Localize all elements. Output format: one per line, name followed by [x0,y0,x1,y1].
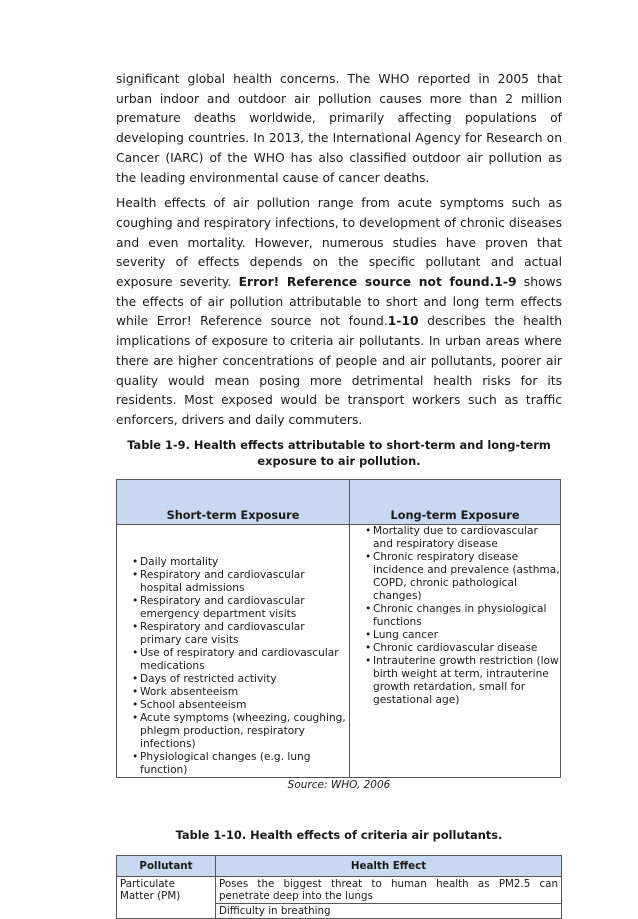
table-10 [116,855,562,919]
table-reference-1-10: 1-10 [387,314,419,329]
error-reference-1: Error! Reference source not found.1-9 [238,275,517,290]
list-item [352,525,560,551]
table-9-caption-line-1: Table 1-9. Health effects attributable to short-term and long-term [127,437,551,452]
list-item [352,629,560,642]
bullet-icon: • [365,550,372,563]
list-item [119,699,349,712]
table-10-effect-1: Poses the biggest threat to human health as PM2.5 can penetrate deep into the lungs [216,876,562,903]
bullet-icon: • [365,524,372,537]
bullet-icon: • [132,568,139,581]
paragraph-1: significant global health concerns. The WHO reported in 2005 that urban indoor and outdoor air pollution causes more than 2 million premature deaths worldwide, primarily affecting populations of developing countries. In 2013, the International Agency for Research on Cancer (IARC) of the WHO has also classified outdoor air pollution as the leading environmental cause of cancer deaths. [116,72,562,185]
table-10-header-pollutant: Pollutant [117,855,216,876]
list-item [119,751,349,777]
bullet-icon: • [132,698,139,711]
bullet-icon: • [132,620,139,633]
list-item-text: Acute symptoms (wheezing, coughing, phlegm production, respiratory infections) [140,711,346,750]
list-item-text: Chronic cardiovascular disease [373,641,538,654]
bullet-icon: • [132,672,139,685]
table-10-caption: Table 1-10. Health effects of criteria air pollutants. [175,827,503,842]
table-9-long-term-cell [350,524,561,777]
bullet-icon: • [132,750,139,763]
table-9-caption-line-2: exposure to air pollution. [257,453,421,468]
list-item [119,621,349,647]
table-9-header-long-term: Long-term Exposure [350,479,561,524]
short-term-list [117,525,349,777]
list-item-text: Work absenteeism [140,685,239,698]
bullet-icon: • [132,555,139,568]
table-9-caption [116,437,562,469]
list-item-text: Mortality due to cardiovascular and respiratory disease [373,524,538,550]
bullet-icon: • [132,646,139,659]
list-item-text: School absenteeism [140,698,247,711]
list-item-text: Days of restricted activity [140,672,277,685]
list-item-text: Daily mortality [140,555,219,568]
paragraph-2-part-c: shows the effects of air pollution attributable to short and long term effects while Error! Reference source not found. [116,275,562,329]
list-item [352,655,560,707]
table-10-effect-2: Difficulty in breathing [216,903,562,918]
list-item [119,569,349,595]
bullet-icon: • [365,602,372,615]
bullet-icon: • [132,711,139,724]
list-item-text: Chronic respiratory disease incidence and prevalence (asthma, COPD, chronic pathological changes) [373,550,560,602]
list-item [352,551,560,603]
list-item-text: Intrauterine growth restriction (low birth weight at term, intrauterine growth retardation, small for gestational age) [373,654,559,706]
list-item-text: Use of respiratory and cardiovascular medications [140,646,339,672]
bullet-icon: • [132,594,139,607]
list-item-text: Respiratory and cardiovascular hospital admissions [140,568,305,594]
table-10-header-health-effect: Health Effect [216,855,562,876]
paragraph-2-part-e: describes the health implications of exposure to criteria air pollutants. In urban areas where there are higher concentrations of people and air pollutants, poorer air quality would mean posing more detrimental health risks for its residents. Most exposed would be transport workers such as traffic enforcers, drivers and daily commuters. [116,314,563,427]
document-page [116,70,562,919]
long-term-list [350,525,560,707]
bullet-icon: • [365,654,372,667]
list-item [352,603,560,629]
bullet-icon: • [132,685,139,698]
table-9-header-short-term: Short-term Exposure [117,479,350,524]
list-item-text: Physiological changes (e.g. lung function) [140,750,311,776]
paragraph-2-part-a: Health effects of air pollution range from acute symptoms such as coughing and respiratory infections, to development of chronic diseases and even mortality. However, numerous studies have proven that severity of effects depends on the specific pollutant and actual exposure severity. [116,196,562,290]
list-item [119,595,349,621]
list-item [119,556,349,569]
table-9-short-term-cell [117,524,350,777]
table-10-pollutant-pm: Particulate Matter (PM) [117,876,216,918]
list-item-text: Chronic changes in physiological functions [373,602,547,628]
table-9 [116,479,561,778]
list-item [119,647,349,673]
bullet-icon: • [365,641,372,654]
paragraph-2 [116,194,562,430]
list-item-text: Respiratory and cardiovascular primary care visits [140,620,305,646]
list-item [119,673,349,686]
list-item-text: Respiratory and cardiovascular emergency department visits [140,594,305,620]
list-item [119,686,349,699]
list-item-text: Lung cancer [373,628,438,641]
list-item [119,712,349,751]
bullet-icon: • [365,628,372,641]
list-item [352,642,560,655]
table-9-source: Source: WHO, 2006 [287,778,391,791]
